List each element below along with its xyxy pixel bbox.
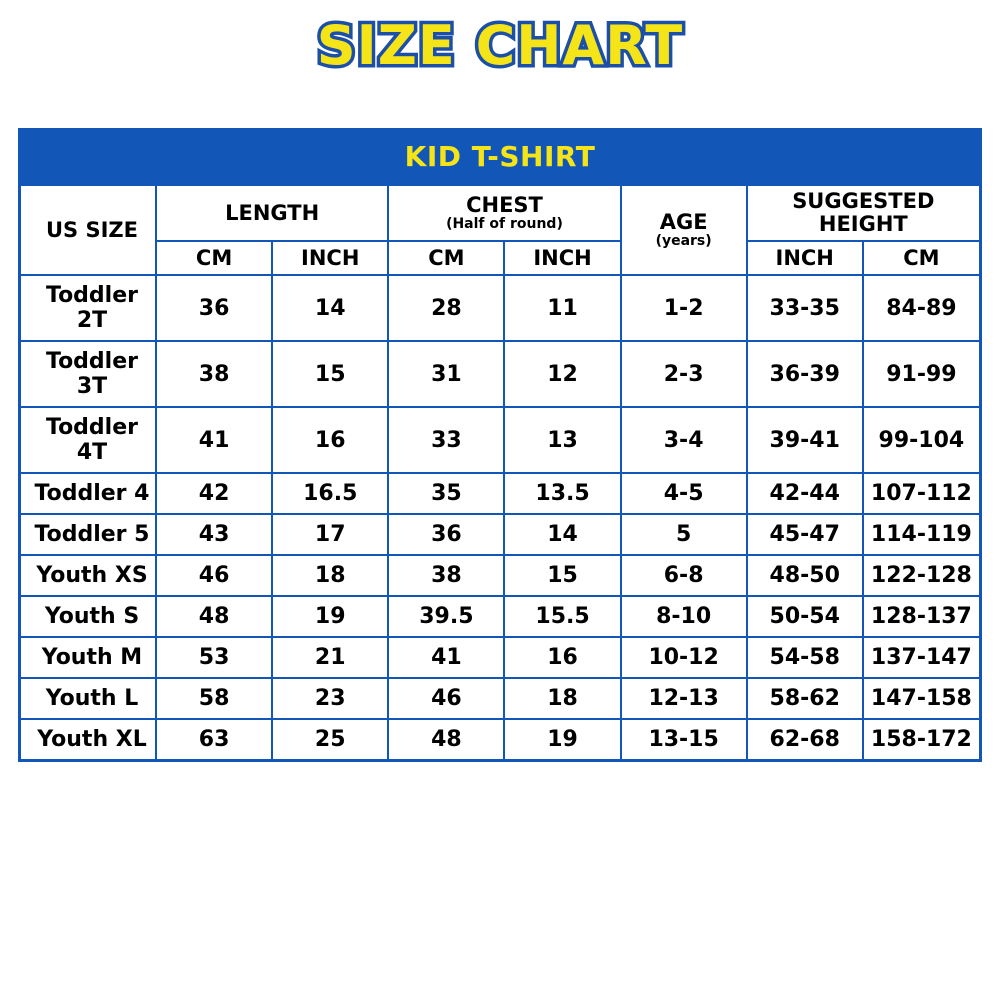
header-chest: CHEST (Half of round) — [388, 185, 620, 241]
cell-value: 1-2 — [621, 275, 747, 341]
table-row — [21, 341, 979, 407]
page-title: SIZE CHART — [316, 14, 684, 77]
table-header — [21, 185, 979, 275]
table-row — [21, 407, 979, 473]
cell-value: 128-137 — [863, 596, 979, 637]
cell-value: 31 — [388, 341, 504, 407]
cell-value: 39-41 — [747, 407, 863, 473]
cell-value: 122-128 — [863, 555, 979, 596]
subheader-length-inch: INCH — [272, 241, 388, 275]
size-chart-table-container — [18, 128, 982, 762]
cell-value: 91-99 — [863, 341, 979, 407]
cell-value: 15.5 — [504, 596, 620, 637]
cell-value: 41 — [156, 407, 272, 473]
table-row — [21, 555, 979, 596]
subheader-height-inch: INCH — [747, 241, 863, 275]
cell-value: 18 — [504, 678, 620, 719]
cell-value: 13-15 — [621, 719, 747, 759]
table-body — [21, 275, 979, 759]
cell-value: 58-62 — [747, 678, 863, 719]
cell-value: 6-8 — [621, 555, 747, 596]
cell-value: 19 — [272, 596, 388, 637]
cell-value: 8-10 — [621, 596, 747, 637]
cell-us-size: Toddler 2T — [21, 275, 156, 341]
table-row — [21, 719, 979, 759]
table-header-sub-row — [21, 241, 979, 275]
cell-value: 137-147 — [863, 637, 979, 678]
table-row — [21, 514, 979, 555]
cell-value: 42 — [156, 473, 272, 514]
cell-value: 38 — [156, 341, 272, 407]
cell-value: 3-4 — [621, 407, 747, 473]
cell-value: 21 — [272, 637, 388, 678]
cell-value: 48 — [156, 596, 272, 637]
cell-value: 43 — [156, 514, 272, 555]
cell-value: 12-13 — [621, 678, 747, 719]
cell-value: 48-50 — [747, 555, 863, 596]
header-age: AGE (years) — [621, 185, 747, 275]
cell-value: 50-54 — [747, 596, 863, 637]
cell-value: 58 — [156, 678, 272, 719]
table-row — [21, 637, 979, 678]
cell-value: 13.5 — [504, 473, 620, 514]
cell-value: 16 — [504, 637, 620, 678]
cell-us-size: Youth M — [21, 637, 156, 678]
cell-value: 35 — [388, 473, 504, 514]
cell-value: 38 — [388, 555, 504, 596]
header-us-size: US SIZE — [21, 185, 156, 275]
cell-value: 36-39 — [747, 341, 863, 407]
cell-value: 33 — [388, 407, 504, 473]
cell-value: 53 — [156, 637, 272, 678]
subheader-chest-cm: CM — [388, 241, 504, 275]
cell-us-size: Toddler 3T — [21, 341, 156, 407]
table-row — [21, 678, 979, 719]
cell-value: 41 — [388, 637, 504, 678]
cell-value: 13 — [504, 407, 620, 473]
cell-value: 14 — [272, 275, 388, 341]
table-row — [21, 596, 979, 637]
cell-value: 28 — [388, 275, 504, 341]
cell-value: 107-112 — [863, 473, 979, 514]
cell-value: 15 — [504, 555, 620, 596]
cell-value: 5 — [621, 514, 747, 555]
cell-value: 48 — [388, 719, 504, 759]
cell-value: 33-35 — [747, 275, 863, 341]
cell-value: 4-5 — [621, 473, 747, 514]
cell-value: 23 — [272, 678, 388, 719]
cell-us-size: Youth XL — [21, 719, 156, 759]
cell-value: 99-104 — [863, 407, 979, 473]
cell-value: 63 — [156, 719, 272, 759]
cell-value: 17 — [272, 514, 388, 555]
cell-value: 36 — [388, 514, 504, 555]
cell-us-size: Toddler 4T — [21, 407, 156, 473]
cell-us-size: Toddler 5 — [21, 514, 156, 555]
cell-value: 16.5 — [272, 473, 388, 514]
cell-value: 114-119 — [863, 514, 979, 555]
subheader-height-cm: CM — [863, 241, 979, 275]
cell-value: 11 — [504, 275, 620, 341]
cell-value: 36 — [156, 275, 272, 341]
cell-value: 14 — [504, 514, 620, 555]
cell-us-size: Youth S — [21, 596, 156, 637]
cell-value: 46 — [156, 555, 272, 596]
cell-value: 158-172 — [863, 719, 979, 759]
cell-value: 12 — [504, 341, 620, 407]
cell-value: 46 — [388, 678, 504, 719]
subheader-chest-inch: INCH — [504, 241, 620, 275]
table-row — [21, 275, 979, 341]
cell-us-size: Youth XS — [21, 555, 156, 596]
cell-value: 54-58 — [747, 637, 863, 678]
cell-value: 39.5 — [388, 596, 504, 637]
subheader-length-cm: CM — [156, 241, 272, 275]
cell-value: 16 — [272, 407, 388, 473]
cell-value: 84-89 — [863, 275, 979, 341]
cell-us-size: Youth L — [21, 678, 156, 719]
product-banner: KID T-SHIRT — [21, 131, 979, 184]
cell-value: 25 — [272, 719, 388, 759]
cell-value: 2-3 — [621, 341, 747, 407]
cell-value: 62-68 — [747, 719, 863, 759]
cell-value: 18 — [272, 555, 388, 596]
size-chart-table — [21, 184, 979, 759]
cell-us-size: Toddler 4 — [21, 473, 156, 514]
title-area — [0, 0, 1000, 78]
header-length: LENGTH — [156, 185, 388, 241]
header-suggested-height: SUGGESTED HEIGHT — [747, 185, 979, 241]
cell-value: 147-158 — [863, 678, 979, 719]
table-row — [21, 473, 979, 514]
table-header-group-row — [21, 185, 979, 241]
cell-value: 15 — [272, 341, 388, 407]
cell-value: 19 — [504, 719, 620, 759]
cell-value: 42-44 — [747, 473, 863, 514]
cell-value: 45-47 — [747, 514, 863, 555]
cell-value: 10-12 — [621, 637, 747, 678]
